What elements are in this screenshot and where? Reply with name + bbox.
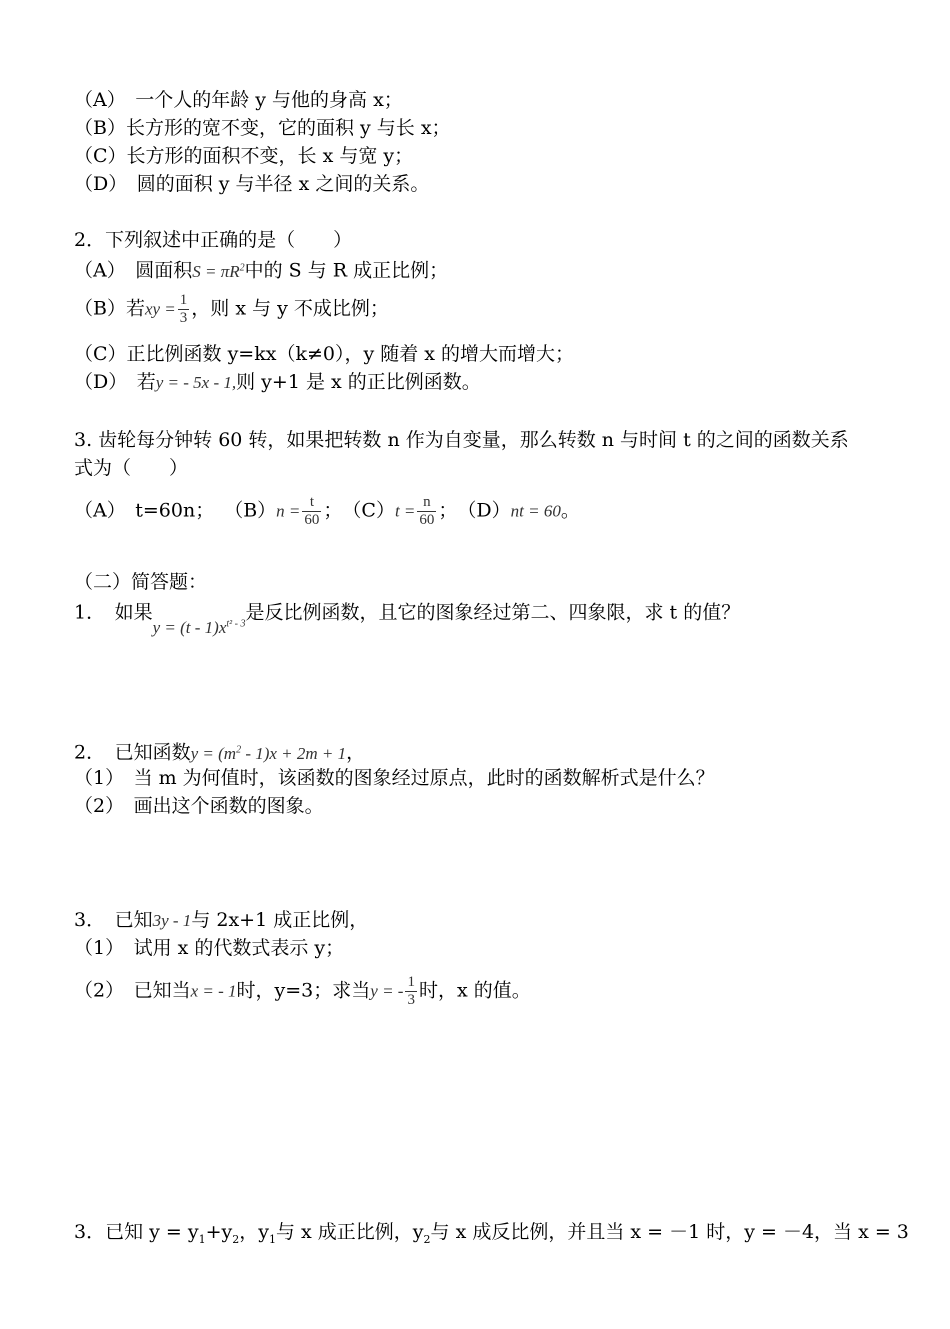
q1-option-a: （A） 一个人的年龄 y 与他的身高 x；: [74, 89, 403, 111]
q2-option-b: [74, 292, 389, 327]
s2-q3-p2-formula1: x = - 1: [190, 981, 237, 1001]
q2-b-fraction: [178, 292, 190, 327]
q3-option-b-label: （B）: [224, 499, 277, 522]
q1-option-b: （B）长方形的宽不变，它的面积 y 与长 x；: [74, 117, 451, 139]
q3-b-numerator: t: [302, 494, 321, 512]
q3-c-numerator: n: [417, 494, 436, 512]
q2-d-formula: y = - 5x - 1,: [155, 373, 237, 392]
q2-option-c: （C）正比例函数 y=kx（k≠0），y 随着 x 的增大而增大；: [74, 343, 575, 365]
s2-q2-text-post: ，: [346, 741, 366, 764]
q1-option-c: （C）长方形的面积不变，长 x 与宽 y；: [74, 145, 414, 167]
q3-c-lhs: t =: [394, 501, 416, 521]
q3-stem-line1: 3. 齿轮每分钟转 60 转，如果把转数 n 作为自变量，那么转数 n 与时间 t 的之间的函数关系: [74, 429, 849, 451]
s2-q2-text: 2． 已知函数: [74, 741, 191, 764]
q2-option-d: [74, 370, 481, 395]
s2-q3-p2-text-mid: 时，y=3；求当: [236, 979, 371, 1002]
section2-heading: （二）简答题：: [74, 571, 208, 593]
q3-option-c-label: ； （C）: [323, 499, 395, 522]
q2-a-text-post: 中的 S 与 R 成正比例；: [244, 259, 449, 282]
q2-b-formula: xy =: [144, 299, 176, 319]
s2-q3-p2-denominator: 3: [407, 992, 415, 1008]
q2-a-text: （A） 圆面积: [74, 259, 193, 282]
s2-q3-p2-numerator: 1: [407, 974, 415, 990]
q2-a-formula: $S = \pi R^2$: [192, 261, 245, 281]
s2-q3-p2-fraction: [405, 974, 417, 1009]
s2-q2-formula-b: - 1)x + 2m + 1: [245, 743, 347, 763]
s2-q3-part1: （1） 试用 x 的代数式表示 y；: [74, 937, 345, 959]
q3-d-end: 。: [560, 499, 580, 522]
s2-q3-formula: 3y - 1: [152, 911, 192, 930]
q3-b-lhs: n =: [276, 501, 301, 521]
s2-q3-part2: [74, 974, 531, 1009]
s2-q3-p2-text: （2） 已知当: [74, 979, 191, 1002]
s2-q1-text-post: 是反比例函数，且它的图象经过第二、四象限，求 t 的值？: [245, 601, 741, 624]
s2-q3-text-post: 与 2x+1 成正比例，: [191, 909, 369, 931]
q2-stem: 2．下列叙述中正确的是（ ）: [74, 229, 353, 251]
q2-b-text-post: ，则 x 与 y 不成比例；: [191, 297, 389, 320]
s2-q3: [74, 908, 368, 933]
q3-d-formula: nt = 60: [510, 501, 561, 521]
s2-q3-p2-formula2: y = -: [370, 981, 404, 1001]
s2-q4-text-a: 3．已知 y = y: [74, 1221, 199, 1243]
q2-b-text: （B）若: [74, 297, 145, 320]
s2-q1-formula-text: y = (t - 1)x: [152, 617, 227, 637]
q3-options: [74, 494, 580, 529]
q3-b-fraction: [302, 494, 321, 529]
q2-b-denominator: 3: [179, 310, 188, 326]
q2-a-formula-text: S = πR: [192, 261, 240, 281]
q2-option-a: [74, 256, 448, 284]
s2-q2-formula-a: y = (m: [190, 743, 237, 763]
q3-stem-line2: 式为（ ）: [74, 457, 189, 479]
s2-q1-exponent: t² - 3: [226, 618, 246, 629]
s2-q3-p2-text-post: 时，x 的值。: [418, 979, 531, 1002]
q2-d-text-post: 则 y+1 是 x 的正比例函数。: [236, 371, 481, 393]
s2-q1-text: 1． 如果: [74, 601, 153, 624]
q3-c-denominator: 60: [419, 512, 435, 528]
s2-q3-text: 3． 已知: [74, 909, 153, 931]
s2-q1-formula: [153, 618, 246, 637]
s2-q4: 3．已知 $y = y_1+y_2$，$y_1$与 x 成正比例，$y_2$与 x 成反比例，并且当 x = －1 时，y = －4，当 x = 3: [74, 1221, 909, 1246]
s2-q4-text-e: 与 x 成反比例，并且当 x = －1 时，y = －4，当 x = 3: [430, 1221, 909, 1243]
s2-q4-text-b: +y: [205, 1221, 233, 1243]
q3-b-denominator: 60: [304, 512, 320, 528]
q2-d-text: （D） 若: [74, 371, 156, 393]
q3-option-d-label: ； （D）: [438, 499, 511, 522]
s2-q1: [74, 598, 741, 637]
q3-option-a: （A） t=60n；: [74, 499, 215, 522]
s2-q2-part2: （2） 画出这个函数的图象。: [74, 795, 324, 817]
s2-q2-part1: （1） 当 m 为何值时，该函数的图象经过原点，此时的函数解析式是什么？: [74, 767, 715, 789]
q1-option-d: （D） 圆的面积 y 与半径 x 之间的关系。: [74, 173, 430, 195]
q2-b-numerator: 1: [179, 292, 188, 308]
q3-c-fraction: [417, 494, 436, 529]
s2-q4-text-d: 与 x 成正比例，y: [276, 1221, 424, 1243]
s2-q2: [74, 738, 365, 766]
s2-q2-formula: $y = (m^2 - 1)x + 2m + 1$: [190, 743, 347, 763]
s2-q4-text-c: ，y: [239, 1221, 269, 1243]
